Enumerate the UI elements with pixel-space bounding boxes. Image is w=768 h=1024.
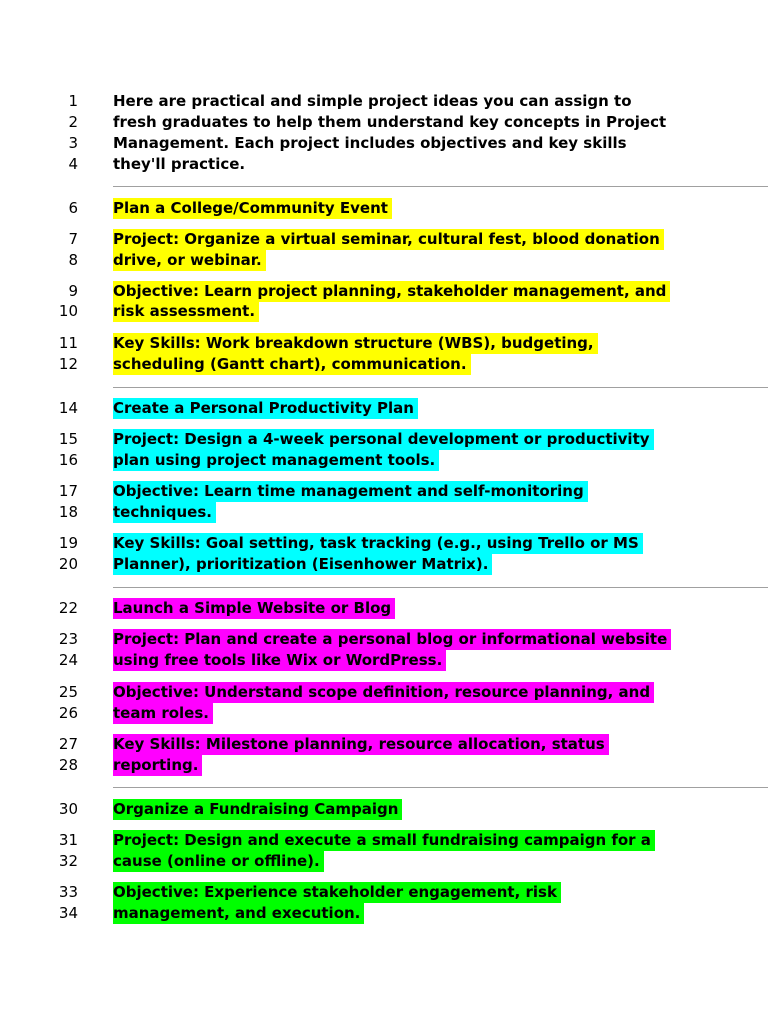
line-number: 20 <box>58 555 78 573</box>
document-line <box>0 502 768 523</box>
line-number: 14 <box>58 399 78 417</box>
document-line <box>0 650 768 671</box>
line-number: 22 <box>58 599 78 617</box>
line-number: 9 <box>68 282 78 300</box>
document-line <box>0 91 768 112</box>
line-number: 12 <box>58 355 78 373</box>
highlighted-text: Objective: Learn time management and self-monitoring <box>113 481 588 502</box>
line-number: 27 <box>58 735 78 753</box>
document-line <box>0 903 768 924</box>
document-line <box>0 629 768 650</box>
document-line <box>0 598 768 619</box>
paragraph-text: fresh graduates to help them understand key concepts in Project <box>113 113 667 131</box>
highlighted-text: team roles. <box>113 703 213 724</box>
document-line <box>0 133 768 154</box>
highlighted-text: techniques. <box>113 502 216 523</box>
line-number: 32 <box>58 852 78 870</box>
document-line <box>0 682 768 703</box>
line-number: 16 <box>58 451 78 469</box>
line-number: 30 <box>58 800 78 818</box>
section-divider <box>113 186 768 187</box>
document-line <box>0 703 768 724</box>
line-number: 6 <box>68 199 78 217</box>
highlighted-text: Project: Design a 4-week personal development or productivity <box>113 429 654 450</box>
line-number: 25 <box>58 683 78 701</box>
highlighted-text: risk assessment. <box>113 301 259 322</box>
line-number: 24 <box>58 651 78 669</box>
line-number: 2 <box>68 113 78 131</box>
highlighted-text: Launch a Simple Website or Blog <box>113 598 395 619</box>
line-number: 7 <box>68 230 78 248</box>
line-number: 31 <box>58 831 78 849</box>
highlighted-text: management, and execution. <box>113 903 364 924</box>
line-number: 33 <box>58 883 78 901</box>
document-line <box>0 450 768 471</box>
paragraph-text: Management. Each project includes objectives and key skills <box>113 134 627 152</box>
highlighted-text: plan using project management tools. <box>113 450 439 471</box>
highlighted-text: Key Skills: Goal setting, task tracking (e.g., using Trello or MS <box>113 533 643 554</box>
section-divider <box>113 787 768 788</box>
line-number: 1 <box>68 92 78 110</box>
highlighted-text: Key Skills: Milestone planning, resource allocation, status <box>113 734 609 755</box>
document-line <box>0 851 768 872</box>
document-line <box>0 734 768 755</box>
line-number: 26 <box>58 704 78 722</box>
document-line <box>0 112 768 133</box>
highlighted-text: reporting. <box>113 755 202 776</box>
highlighted-text: Planner), prioritization (Eisenhower Matrix). <box>113 554 492 575</box>
highlighted-text: Objective: Experience stakeholder engagement, risk <box>113 882 561 903</box>
highlighted-text: Organize a Fundraising Campaign <box>113 799 402 820</box>
section-divider <box>113 387 768 388</box>
paragraph-text: they'll practice. <box>113 155 246 173</box>
document-line <box>0 882 768 903</box>
document-line <box>0 799 768 820</box>
highlighted-text: Project: Design and execute a small fundraising campaign for a <box>113 830 655 851</box>
highlighted-text: Create a Personal Productivity Plan <box>113 398 418 419</box>
highlighted-text: scheduling (Gantt chart), communication. <box>113 354 471 375</box>
line-number: 19 <box>58 534 78 552</box>
highlighted-text: cause (online or offline). <box>113 851 324 872</box>
highlighted-text: Objective: Learn project planning, stakeholder management, and <box>113 281 670 302</box>
highlighted-text: Plan a College/Community Event <box>113 198 392 219</box>
line-number: 4 <box>68 155 78 173</box>
document-line <box>0 755 768 776</box>
highlighted-text: using free tools like Wix or WordPress. <box>113 650 446 671</box>
line-number: 23 <box>58 630 78 648</box>
line-number: 8 <box>68 251 78 269</box>
line-number: 10 <box>58 302 78 320</box>
line-number: 28 <box>58 756 78 774</box>
document-line <box>0 301 768 322</box>
document-line <box>0 354 768 375</box>
document-line <box>0 533 768 554</box>
highlighted-text: Project: Plan and create a personal blog or informational website <box>113 629 671 650</box>
line-number: 18 <box>58 503 78 521</box>
line-number: 3 <box>68 134 78 152</box>
document-line <box>0 830 768 851</box>
document-line <box>0 481 768 502</box>
document-line <box>0 333 768 354</box>
document-line <box>0 398 768 419</box>
highlighted-text: drive, or webinar. <box>113 250 266 271</box>
document-line <box>0 198 768 219</box>
document-line <box>0 554 768 575</box>
line-number: 15 <box>58 430 78 448</box>
highlighted-text: Objective: Understand scope definition, resource planning, and <box>113 682 654 703</box>
document-line <box>0 429 768 450</box>
line-number: 11 <box>58 334 78 352</box>
document-line <box>0 250 768 271</box>
paragraph-text: Here are practical and simple project ideas you can assign to <box>113 92 632 110</box>
section-divider <box>113 587 768 588</box>
document-line <box>0 154 768 175</box>
document-line <box>0 229 768 250</box>
line-number: 34 <box>58 904 78 922</box>
line-number: 17 <box>58 482 78 500</box>
highlighted-text: Key Skills: Work breakdown structure (WBS), budgeting, <box>113 333 598 354</box>
highlighted-text: Project: Organize a virtual seminar, cultural fest, blood donation <box>113 229 664 250</box>
document-line <box>0 281 768 302</box>
